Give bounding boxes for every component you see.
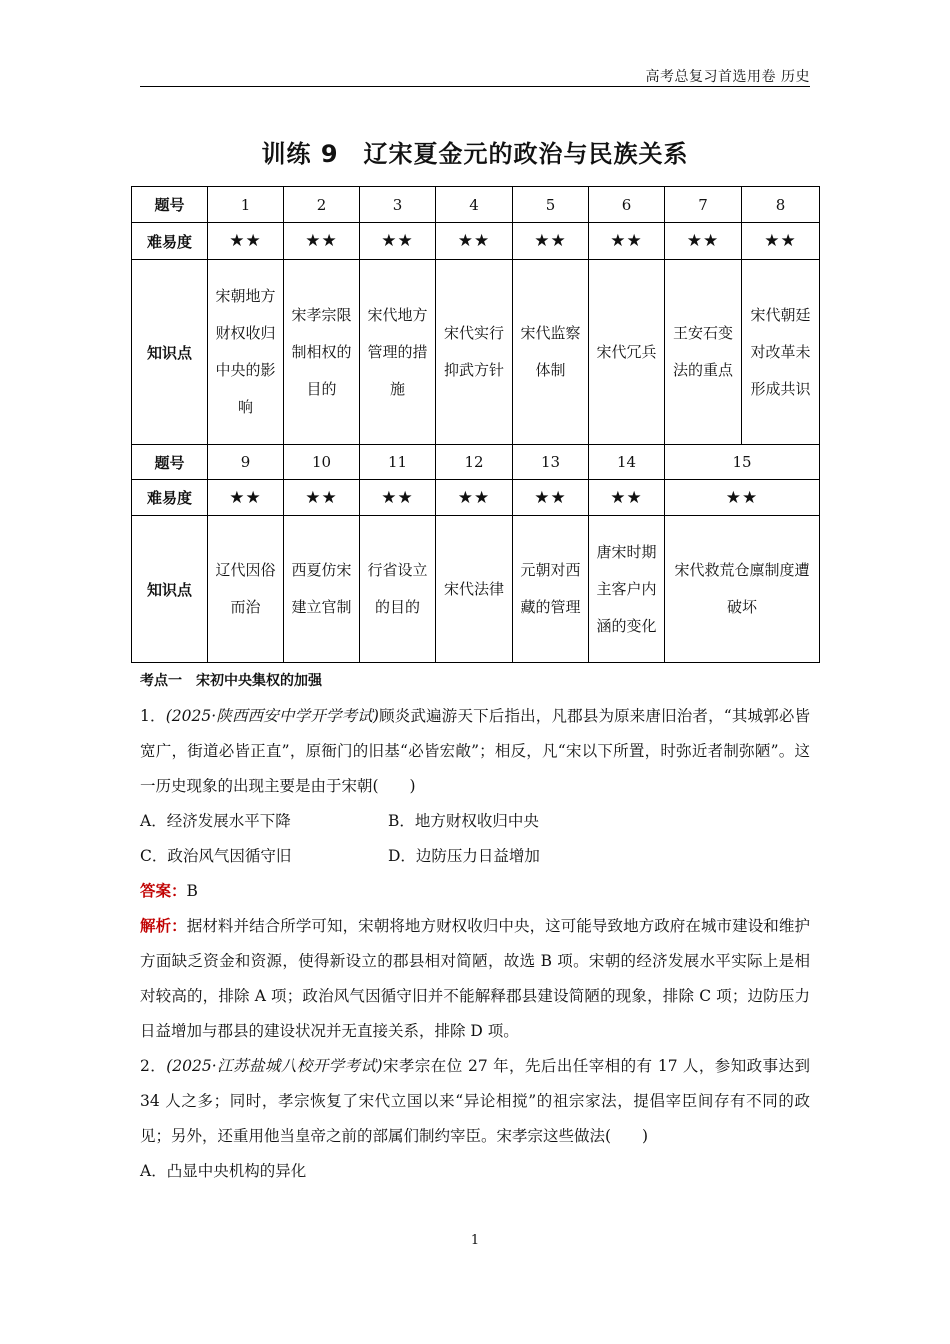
- knowledge-point: 宋代地方管理的措施: [360, 260, 436, 445]
- difficulty-stars: ★★: [513, 223, 589, 260]
- answer-label: 答案：: [140, 882, 187, 900]
- header-rule: [140, 86, 810, 87]
- question-number: 2: [284, 187, 360, 223]
- knowledge-point: 宋孝宗限制相权的目的: [284, 260, 360, 445]
- question-number: 15: [665, 445, 820, 480]
- section-heading: 考点一 宋初中央集权的加强: [140, 673, 322, 689]
- knowledge-point: 宋代冗兵: [589, 260, 665, 445]
- question-number: 11: [360, 445, 436, 480]
- difficulty-stars: ★★: [284, 223, 360, 260]
- knowledge-point: 宋代救荒仓廪制度遭破坏: [665, 516, 820, 663]
- knowledge-point: 西夏仿宋建立官制: [284, 516, 360, 663]
- question-source: (2025·江苏盐城八校开学考试): [166, 1057, 383, 1075]
- knowledge-point: 宋朝地方财权收归中央的影响: [208, 260, 284, 445]
- knowledge-point: 宋代实行抑武方针: [436, 260, 513, 445]
- analysis: [140, 909, 810, 1049]
- answer-value: B: [186, 882, 198, 900]
- question-number: 1: [208, 187, 284, 223]
- difficulty-stars: ★★: [589, 480, 665, 516]
- knowledge-point-table: [131, 186, 820, 663]
- option-a: A．凸显中央机构的异化: [140, 1162, 307, 1180]
- knowledge-point: 宋代监察体制: [513, 260, 589, 445]
- table-row-number-2: [132, 445, 820, 480]
- question-text: 顾炎武遍游天下后指出，凡郡县为原来唐旧治者，“其城郭必皆宽广，街道必皆正直”，原衙门的旧基“必皆宏敞”；相反，凡“宋以下所置，时弥近者制弥陋”。这一历史现象的出现主要是由于宋朝( ): [140, 707, 810, 795]
- option-b: B．地方财权收归中央: [388, 812, 539, 830]
- options-row: [140, 804, 810, 839]
- difficulty-stars: ★★: [589, 223, 665, 260]
- difficulty-stars: ★★: [208, 223, 284, 260]
- analysis-label: 解析：: [140, 917, 187, 935]
- question-number: 3: [360, 187, 436, 223]
- difficulty-stars: ★★: [513, 480, 589, 516]
- table-row-knowledge-2: [132, 516, 820, 663]
- question-source: (2025·陕西西安中学开学考试): [165, 707, 379, 725]
- question-number: 13: [513, 445, 589, 480]
- options-row: [140, 839, 810, 874]
- table-row-knowledge-1: [132, 260, 820, 445]
- table-row-number-1: [132, 187, 820, 223]
- question-number-label: 1．: [140, 707, 166, 725]
- difficulty-stars: ★★: [742, 223, 820, 260]
- page-title: 训练 9 辽宋夏金元的政治与民族关系: [261, 140, 689, 168]
- difficulty-stars: ★★: [284, 480, 360, 516]
- label-knowledge: 知识点: [132, 260, 208, 445]
- difficulty-stars: ★★: [665, 480, 820, 516]
- knowledge-point: 元朝对西藏的管理: [513, 516, 589, 663]
- question-1: [140, 699, 810, 804]
- question-number: 6: [589, 187, 665, 223]
- question-number: 7: [665, 187, 742, 223]
- running-header: 高考总复习首选用卷 历史: [645, 69, 810, 85]
- question-2: [140, 1049, 810, 1154]
- question-number: 14: [589, 445, 665, 480]
- question-number: 10: [284, 445, 360, 480]
- question-text: 宋孝宗在位 27 年，先后出任宰相的有 17 人，参知政事达到 34 人之多；同时，孝宗恢复了宋代立国以来“异论相搅”的祖宗家法，提倡宰臣间存有不同的政见；另外，还重用他当皇帝之前的部属们制约宰臣。宋孝宗这些做法( ): [140, 1057, 810, 1145]
- option-d: D．边防压力日益增加: [388, 847, 540, 865]
- label-knowledge: 知识点: [132, 516, 208, 663]
- question-number: 9: [208, 445, 284, 480]
- knowledge-point: 宋代朝廷对改革未形成共识: [742, 260, 820, 445]
- difficulty-stars: ★★: [665, 223, 742, 260]
- knowledge-point: 宋代法律: [436, 516, 513, 663]
- answer: [140, 874, 810, 909]
- content: [140, 664, 810, 1189]
- label-number: 题号: [132, 187, 208, 223]
- knowledge-point: 唐宋时期主客户内涵的变化: [589, 516, 665, 663]
- difficulty-stars: ★★: [208, 480, 284, 516]
- question-number: 12: [436, 445, 513, 480]
- knowledge-point: 行省设立的目的: [360, 516, 436, 663]
- difficulty-stars: ★★: [436, 480, 513, 516]
- page-number: 1: [470, 1233, 480, 1248]
- label-number: 题号: [132, 445, 208, 480]
- label-difficulty: 难易度: [132, 223, 208, 260]
- option-c: C．政治风气因循守旧: [140, 847, 292, 865]
- table-row-difficulty-1: [132, 223, 820, 260]
- difficulty-stars: ★★: [360, 480, 436, 516]
- knowledge-point: 王安石变法的重点: [665, 260, 742, 445]
- difficulty-stars: ★★: [436, 223, 513, 260]
- question-number-label: 2．: [140, 1057, 167, 1075]
- knowledge-point: 辽代因俗而治: [208, 516, 284, 663]
- question-number: 8: [742, 187, 820, 223]
- label-difficulty: 难易度: [132, 480, 208, 516]
- option-a: A．经济发展水平下降: [140, 812, 291, 830]
- difficulty-stars: ★★: [360, 223, 436, 260]
- analysis-text: 据材料并结合所学可知，宋朝将地方财权收归中央，这可能导致地方政府在城市建设和维护方面缺乏资金和资源，使得新设立的郡县相对简陋，故选 B 项。宋朝的经济发展水平实际上是相对较高的，排除 A 项；政治风气因循守旧并不能解释郡县建设简陋的现象，排除 C 项；边防压力日益增加与郡县的建设状况并无直接关系，排除 D 项。: [140, 917, 810, 1040]
- question-number: 5: [513, 187, 589, 223]
- question-number: 4: [436, 187, 513, 223]
- table-row-difficulty-2: [132, 480, 820, 516]
